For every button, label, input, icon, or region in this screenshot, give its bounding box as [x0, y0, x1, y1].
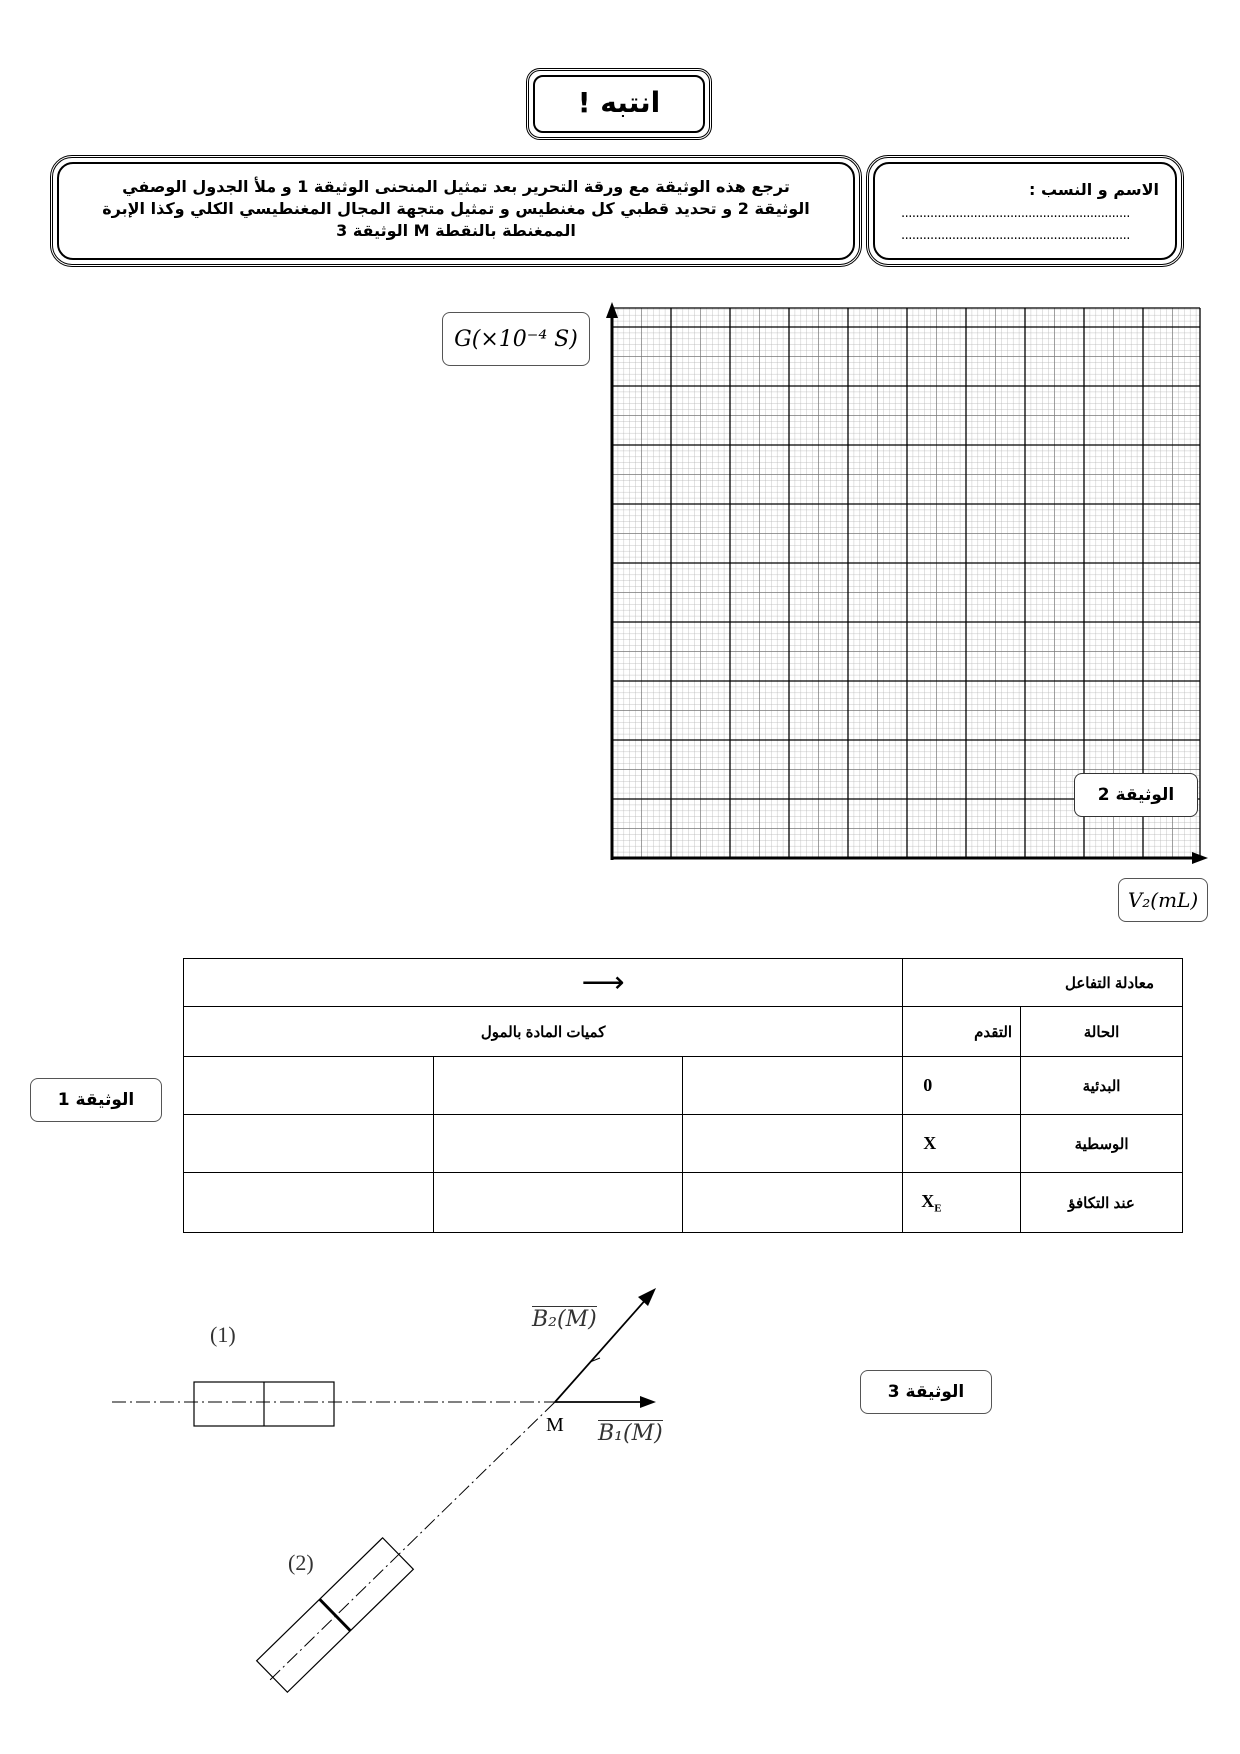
state-cell: عند التكافؤ — [1021, 1173, 1183, 1233]
state-cell: البدئية — [1021, 1057, 1183, 1115]
table-row — [184, 1115, 1183, 1173]
magnet2-axis — [270, 1402, 555, 1680]
quantity-cell[interactable] — [683, 1115, 903, 1173]
magnets-diagram — [100, 1280, 740, 1720]
magnet2-label: (2) — [288, 1550, 314, 1575]
instructions-line-3: الممغنطة بالنقطة M الوثيقة 3 — [336, 221, 576, 240]
quantity-cell[interactable] — [433, 1115, 683, 1173]
student-dots-1[interactable]: ............................................................... — [901, 206, 1130, 221]
graph-x-axis-label: V₂(mL) — [1118, 878, 1208, 922]
equation-cell[interactable] — [184, 959, 903, 1007]
y-axis-arrow-icon — [606, 302, 618, 318]
magnets-doc-label: الوثيقة 3 — [860, 1370, 992, 1414]
graph-doc-label: الوثيقة 2 — [1074, 773, 1198, 817]
quantities-header: كميات المادة بالمول — [184, 1007, 903, 1057]
advancement-cell: X — [903, 1115, 1021, 1173]
warning-box — [526, 68, 712, 140]
magnet1-label: (1) — [210, 1322, 236, 1347]
quantity-cell[interactable] — [433, 1057, 683, 1115]
table-row — [184, 1057, 1183, 1115]
table-row — [184, 1173, 1183, 1233]
student-dots-2[interactable]: ............................................................... — [901, 228, 1130, 243]
advancement-cell: 0 — [903, 1057, 1021, 1115]
instructions-text — [73, 176, 839, 250]
magnet-2[interactable] — [257, 1538, 414, 1692]
student-name-label: الاسم و النسب : — [1029, 180, 1159, 199]
state-header: الحالة — [1021, 1007, 1183, 1057]
b2-arrow-icon — [638, 1288, 656, 1306]
quantity-cell[interactable] — [683, 1173, 903, 1233]
quantity-cell[interactable] — [433, 1173, 683, 1233]
point-m-label: M — [546, 1414, 564, 1436]
quantity-cell[interactable] — [184, 1057, 434, 1115]
instructions-line-2: الوثيقة 2 و تحديد قطبي كل مغنطيس و تمثيل متجهة المجال المغنطيسي الكلي وكذا الإبرة — [102, 199, 810, 218]
equation-label: معادلة التفاعل — [903, 959, 1183, 1007]
b1-label: B₁(M) — [598, 1421, 663, 1446]
descriptive-table — [183, 958, 1183, 1233]
b1-arrow-icon — [640, 1396, 656, 1408]
warning-title: انتبه ! — [577, 86, 661, 119]
b2-label: B₂(M) — [532, 1307, 597, 1332]
quantity-cell[interactable] — [184, 1173, 434, 1233]
quantity-cell[interactable] — [683, 1057, 903, 1115]
instructions-line-1: ترجع هذه الوثيقة مع ورقة التحرير بعد تمثيل المنحنى الوثيقة 1 و ملأ الجدول الوصفي — [122, 177, 790, 196]
table-doc-label: الوثيقة 1 — [30, 1078, 162, 1122]
advancement-header: التقدم — [903, 1007, 1021, 1057]
graph-y-axis-label: G(×10⁻⁴ S) — [442, 312, 590, 366]
state-cell: الوسطية — [1021, 1115, 1183, 1173]
advancement-cell: $X_E$ — [903, 1173, 1021, 1233]
instructions-box — [50, 155, 862, 267]
student-box — [866, 155, 1184, 267]
equation-arrow-icon: ⟶ — [581, 966, 625, 999]
quantity-cell[interactable] — [184, 1115, 434, 1173]
